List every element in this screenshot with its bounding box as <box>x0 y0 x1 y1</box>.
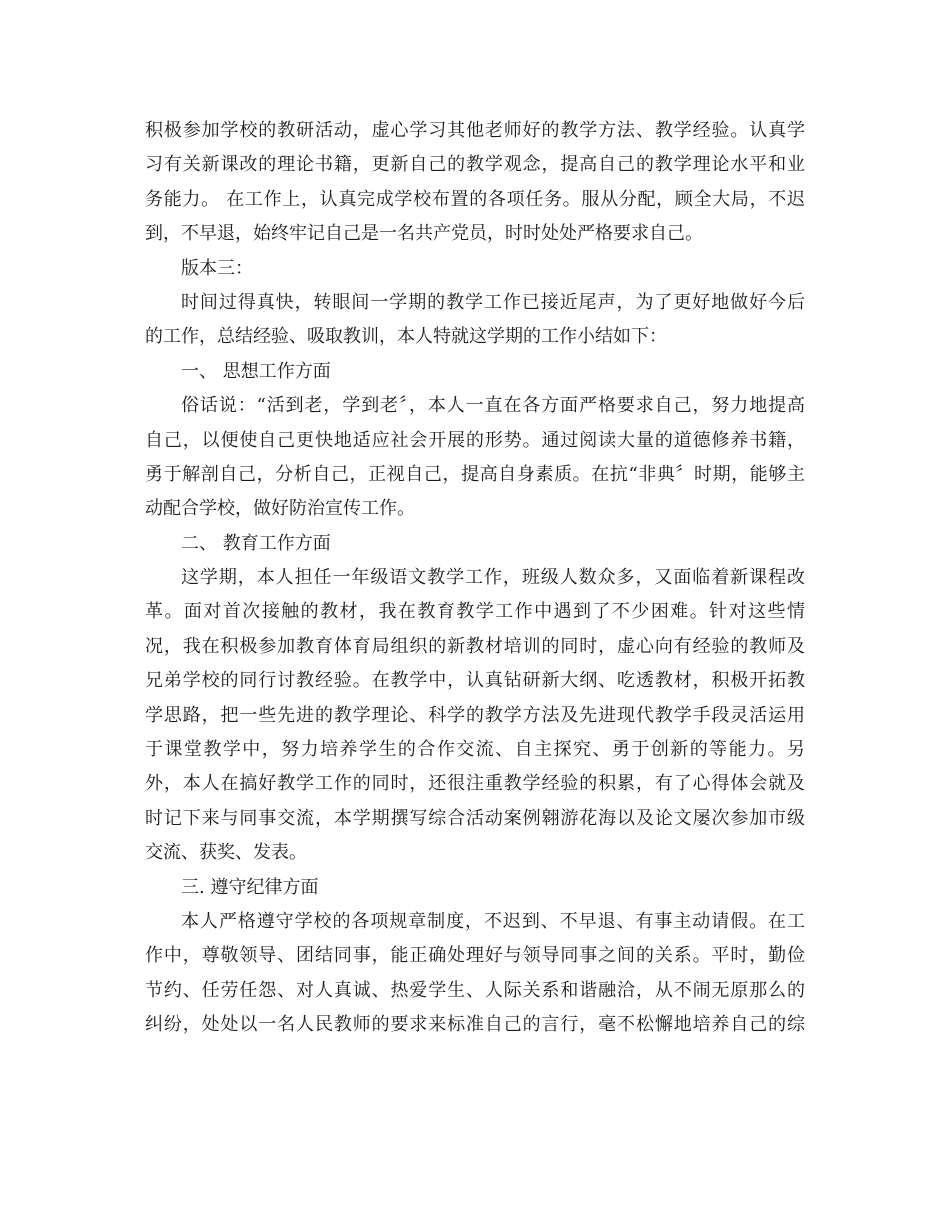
text-line: 务能力。 在工作上，认真完成学校布置的各项任务。服从分配，顾全大局，不迟 <box>145 188 805 210</box>
text-line: 革。面对首次接触的教材，我在教育教学工作中遇到了不少困难。针对这些情 <box>145 601 805 623</box>
text-line: 的工作，总结经验、吸取教训，本人特就这学期的工作小结如下： <box>145 326 667 348</box>
text-line: 自己，以便使自己更快地适应社会开展的形势。通过阅读大量的道德修养书籍， <box>145 429 805 451</box>
text-line: 习有关新课改的理论书籍，更新自己的教学观念，提高自己的教学理论水平和业 <box>145 154 805 176</box>
text-line: 到，不早退，始终牢记自己是一名共产党员，时时处处严格要求自己。 <box>145 223 703 245</box>
text-line: 一、 思想工作方面 <box>181 360 331 382</box>
text-line: 动配合学校，做好防治宣传工作。 <box>145 498 415 520</box>
text-line: 作中，尊敬领导、团结同事，能正确处理好与领导同事之间的关系。平时，勤俭 <box>145 945 805 967</box>
text-line: 本人严格遵守学校的各项规章制度，不迟到、不早退、有事主动请假。在工 <box>181 910 805 932</box>
text-line: 学思路，把一些先进的教学理论、科学的教学方法及先进现代教学手段灵活运用 <box>145 704 805 726</box>
text-line: 二、 教育工作方面 <box>181 532 331 554</box>
text-line: 于课堂教学中，努力培养学生的合作交流、自主探究、勇于创新的等能力。另 <box>145 739 805 761</box>
text-line: 节约、任劳任怨、对人真诚、热爱学生、人际关系和谐融洽，从不闹无原那么的 <box>145 979 805 1001</box>
text-line: 版本三： <box>181 257 253 279</box>
text-line: 时记下来与同事交流，本学期撰写综合活动案例翱游花海以及论文屡次参加市级 <box>145 807 805 829</box>
text-line: 积极参加学校的教研活动，虚心学习其他老师好的教学方法、教学经验。认真学 <box>145 120 805 141</box>
text-line: 俗话说：“活到老，学到老〞，本人一直在各方面严格要求自己，努力地提高 <box>181 395 805 417</box>
text-line: 况，我在积极参加教育体育局组织的新教材培训的同时，虚心向有经验的教师及 <box>145 635 805 657</box>
text-line: 时间过得真快，转眼间一学期的教学工作已接近尾声，为了更好地做好今后 <box>181 291 805 313</box>
text-line: 外，本人在搞好教学工作的同时，还很注重教学经验的积累，有了心得体会就及 <box>145 773 805 795</box>
text-line: 兄弟学校的同行讨教经验。在教学中，认真钻研新大纲、吃透教材，积极开拓教 <box>145 670 805 692</box>
text-line: 纠纷，处处以一名人民教师的要求来标准自己的言行，毫不松懈地培养自己的综 <box>145 1014 805 1036</box>
text-line: 三. 遵守纪律方面 <box>181 876 319 898</box>
text-line: 交流、获奖、发表。 <box>145 842 307 864</box>
document-body <box>145 114 805 1043</box>
text-line: 这学期，本人担任一年级语文教学工作，班级人数众多，又面临着新课程改 <box>181 567 805 589</box>
text-line: 勇于解剖自己，分析自己，正视自己，提高自身素质。在抗“非典〞时期，能够主 <box>145 463 805 485</box>
